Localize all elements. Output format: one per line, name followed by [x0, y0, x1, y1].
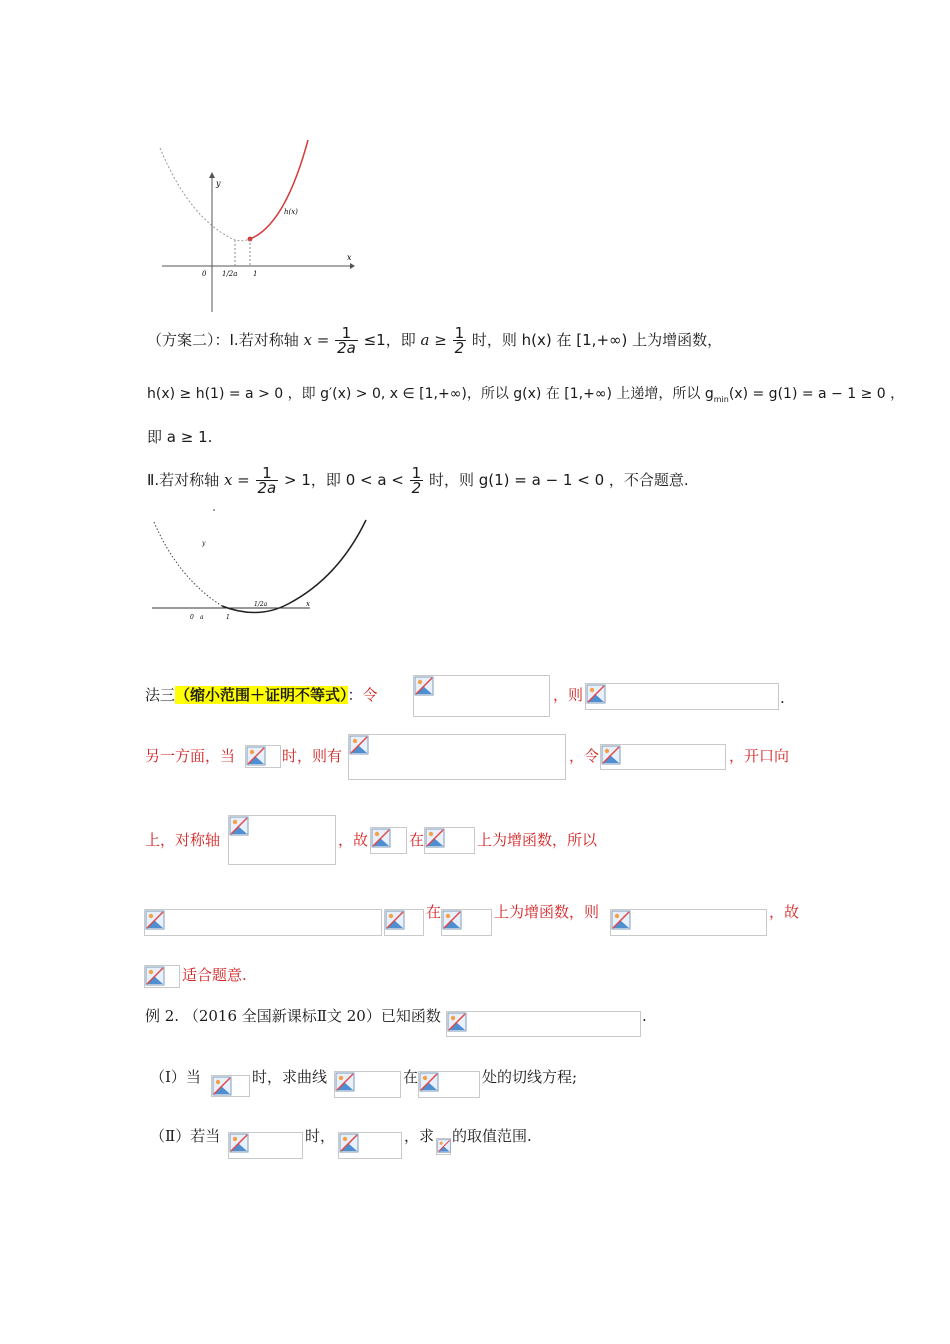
- q2-d: 的取值范围.: [452, 1127, 532, 1145]
- formula-placeholder: [334, 1071, 401, 1098]
- a-ge: a ≥: [420, 331, 447, 349]
- one-label: 1: [253, 270, 258, 278]
- frac-num: 1: [335, 326, 358, 341]
- x-axis-arrow: [350, 263, 355, 269]
- formula-placeholder: [585, 683, 779, 710]
- q1-d: 处的切线方程;: [482, 1068, 578, 1086]
- red-line4-a: 适合题意.: [182, 966, 247, 984]
- broken-image-icon: [601, 745, 621, 765]
- frac-num: 1: [454, 324, 465, 342]
- y-axis-arrow: [209, 172, 215, 178]
- broken-image-icon: [442, 910, 462, 930]
- formula-placeholder: [610, 909, 767, 936]
- one-label: 1: [226, 614, 230, 621]
- x-label: x: [306, 600, 310, 608]
- broken-image-icon: [425, 828, 445, 848]
- broken-image-icon: [611, 910, 631, 930]
- broken-image-icon: [229, 1133, 249, 1153]
- half-a-label: 1/2a: [222, 270, 238, 278]
- formula-placeholder: [446, 1011, 641, 1037]
- plan2-line2-text: h(x) ≥ h(1) = a > 0 ，即 g′(x) > 0, x ∈ [1,+∞)，所以 g(x) 在 [1,+∞) 上递增，所以 g: [147, 386, 714, 402]
- origin-label: 0: [190, 614, 194, 621]
- formula-placeholder: [338, 1132, 402, 1159]
- frac-num: 1: [256, 466, 279, 481]
- plan2-line2-tail: (x) = g(1) = a − 1 ≥ 0 ，: [728, 386, 905, 402]
- formula-placeholder: [418, 1071, 480, 1098]
- frac-den: 2a: [337, 339, 356, 357]
- formula-placeholder: [600, 744, 726, 770]
- broken-image-icon: [145, 966, 165, 986]
- parabola-dashed-part: [160, 148, 250, 241]
- frac-num: 1: [411, 464, 422, 482]
- method3-period: .: [780, 689, 785, 707]
- method3-colon: ：: [347, 686, 363, 704]
- plan2-line3: [147, 427, 212, 447]
- red-line1-d: ，开口向: [729, 747, 790, 765]
- frac-den: 2a: [257, 479, 277, 497]
- red-line2-c: 在: [409, 831, 425, 849]
- broken-image-icon: [335, 1072, 355, 1092]
- formula-placeholder: [144, 965, 180, 988]
- plan2-line2: [147, 384, 904, 410]
- parabola-graph-dipping: [148, 508, 373, 628]
- part2-gt1: > 1，即 0 < a <: [284, 471, 404, 489]
- red-line1-c: ，令: [569, 747, 600, 765]
- subscript-min: min: [713, 394, 729, 404]
- broken-image-icon: [246, 746, 266, 766]
- q2-b: 时，: [305, 1127, 336, 1145]
- formula-placeholder: [348, 734, 566, 780]
- method3-highlight: （缩小范围＋证明不等式）: [175, 686, 348, 704]
- formula-placeholder: [436, 1138, 451, 1155]
- dot-mark: [213, 509, 215, 511]
- broken-image-icon: [371, 828, 391, 848]
- broken-image-icon: [229, 816, 249, 836]
- formula-placeholder: [228, 815, 336, 865]
- frac-den: 2: [411, 479, 422, 497]
- a-label: a: [200, 614, 204, 621]
- red-line2-a: 上，对称轴: [145, 831, 221, 849]
- formula-placeholder: [384, 909, 424, 936]
- parabola-solid-part: [250, 140, 308, 239]
- y-label: y: [202, 540, 206, 547]
- method3-ling: 令: [362, 686, 378, 704]
- plan2-lead: （方案二）：Ⅰ.若对称轴: [147, 331, 299, 349]
- plan2-le1: ≤1，即: [363, 331, 416, 349]
- formula-placeholder: [424, 827, 475, 854]
- red-line2-b: ，故: [338, 831, 369, 849]
- q1-a: （Ⅰ）当: [150, 1068, 201, 1086]
- x-label: x: [347, 253, 352, 262]
- broken-image-icon: [586, 684, 606, 704]
- broken-image-icon: [212, 1076, 232, 1096]
- example2-period: .: [642, 1007, 647, 1025]
- broken-image-icon: [385, 910, 405, 930]
- x-equals: x =: [223, 471, 250, 489]
- q1-b: 时，求曲线: [252, 1068, 328, 1086]
- part2-lead: Ⅱ.若对称轴: [147, 471, 220, 489]
- fraction-1-over-2: [453, 326, 467, 355]
- broken-image-icon: [414, 676, 434, 696]
- broken-image-icon: [349, 735, 369, 755]
- fraction-1-over-2a: [256, 466, 279, 495]
- formula-placeholder: [144, 909, 382, 936]
- plan2-line1: [147, 326, 722, 355]
- red-line1-a: 另一方面，当: [145, 747, 236, 765]
- half-a-label: 1/2a: [254, 601, 268, 608]
- curve-label: h(x): [284, 208, 298, 216]
- broken-image-icon: [447, 1012, 467, 1032]
- formula-placeholder: [413, 675, 550, 717]
- fraction-1-over-2: [410, 466, 424, 495]
- red-line1-b: 时，则有: [282, 747, 343, 765]
- broken-image-icon: [339, 1133, 359, 1153]
- method3-lead: 法三: [145, 686, 176, 704]
- red-line3-b: 上为增函数，则: [494, 903, 600, 921]
- example2-lead: 例 2. （2016 全国新课标Ⅱ文 20）已知函数: [145, 1007, 441, 1025]
- fraction-1-over-2a: [335, 326, 358, 355]
- q1-c: 在: [403, 1068, 419, 1086]
- red-line3-c: ，故: [769, 903, 800, 921]
- red-line2-d: 上为增函数，所以: [477, 831, 598, 849]
- method3-line: [145, 685, 378, 705]
- q2-c: ，求: [404, 1127, 435, 1145]
- broken-image-icon: [437, 1139, 451, 1153]
- y-label: y: [216, 179, 221, 188]
- broken-image-icon: [419, 1072, 439, 1092]
- frac-den: 2: [454, 339, 465, 357]
- formula-placeholder: [370, 827, 407, 854]
- formula-placeholder: [211, 1075, 250, 1097]
- parabola-graph-increasing: [150, 140, 365, 320]
- plan2-line3-text: 即 a ≥ 1.: [147, 428, 213, 446]
- plan2-tail: 时，则 h(x) 在 [1,+∞) 上为增函数，: [471, 331, 723, 349]
- q2-a: （Ⅱ）若当: [150, 1127, 221, 1145]
- plan2-part2: [147, 466, 689, 495]
- red-line3-a: 在: [426, 903, 442, 921]
- formula-placeholder: [245, 745, 281, 768]
- formula-placeholder: [441, 909, 492, 936]
- part2-tail: 时，则 g(1) = a − 1 < 0 ，不合题意.: [428, 471, 689, 489]
- origin-label: 0: [202, 270, 207, 278]
- parabola-dotted-part: [154, 522, 222, 606]
- formula-placeholder: [228, 1132, 303, 1159]
- parabola-solid-part: [222, 520, 366, 613]
- x-equals: x =: [303, 331, 330, 349]
- method3-ze: ，则: [553, 686, 584, 704]
- broken-image-icon: [145, 910, 165, 930]
